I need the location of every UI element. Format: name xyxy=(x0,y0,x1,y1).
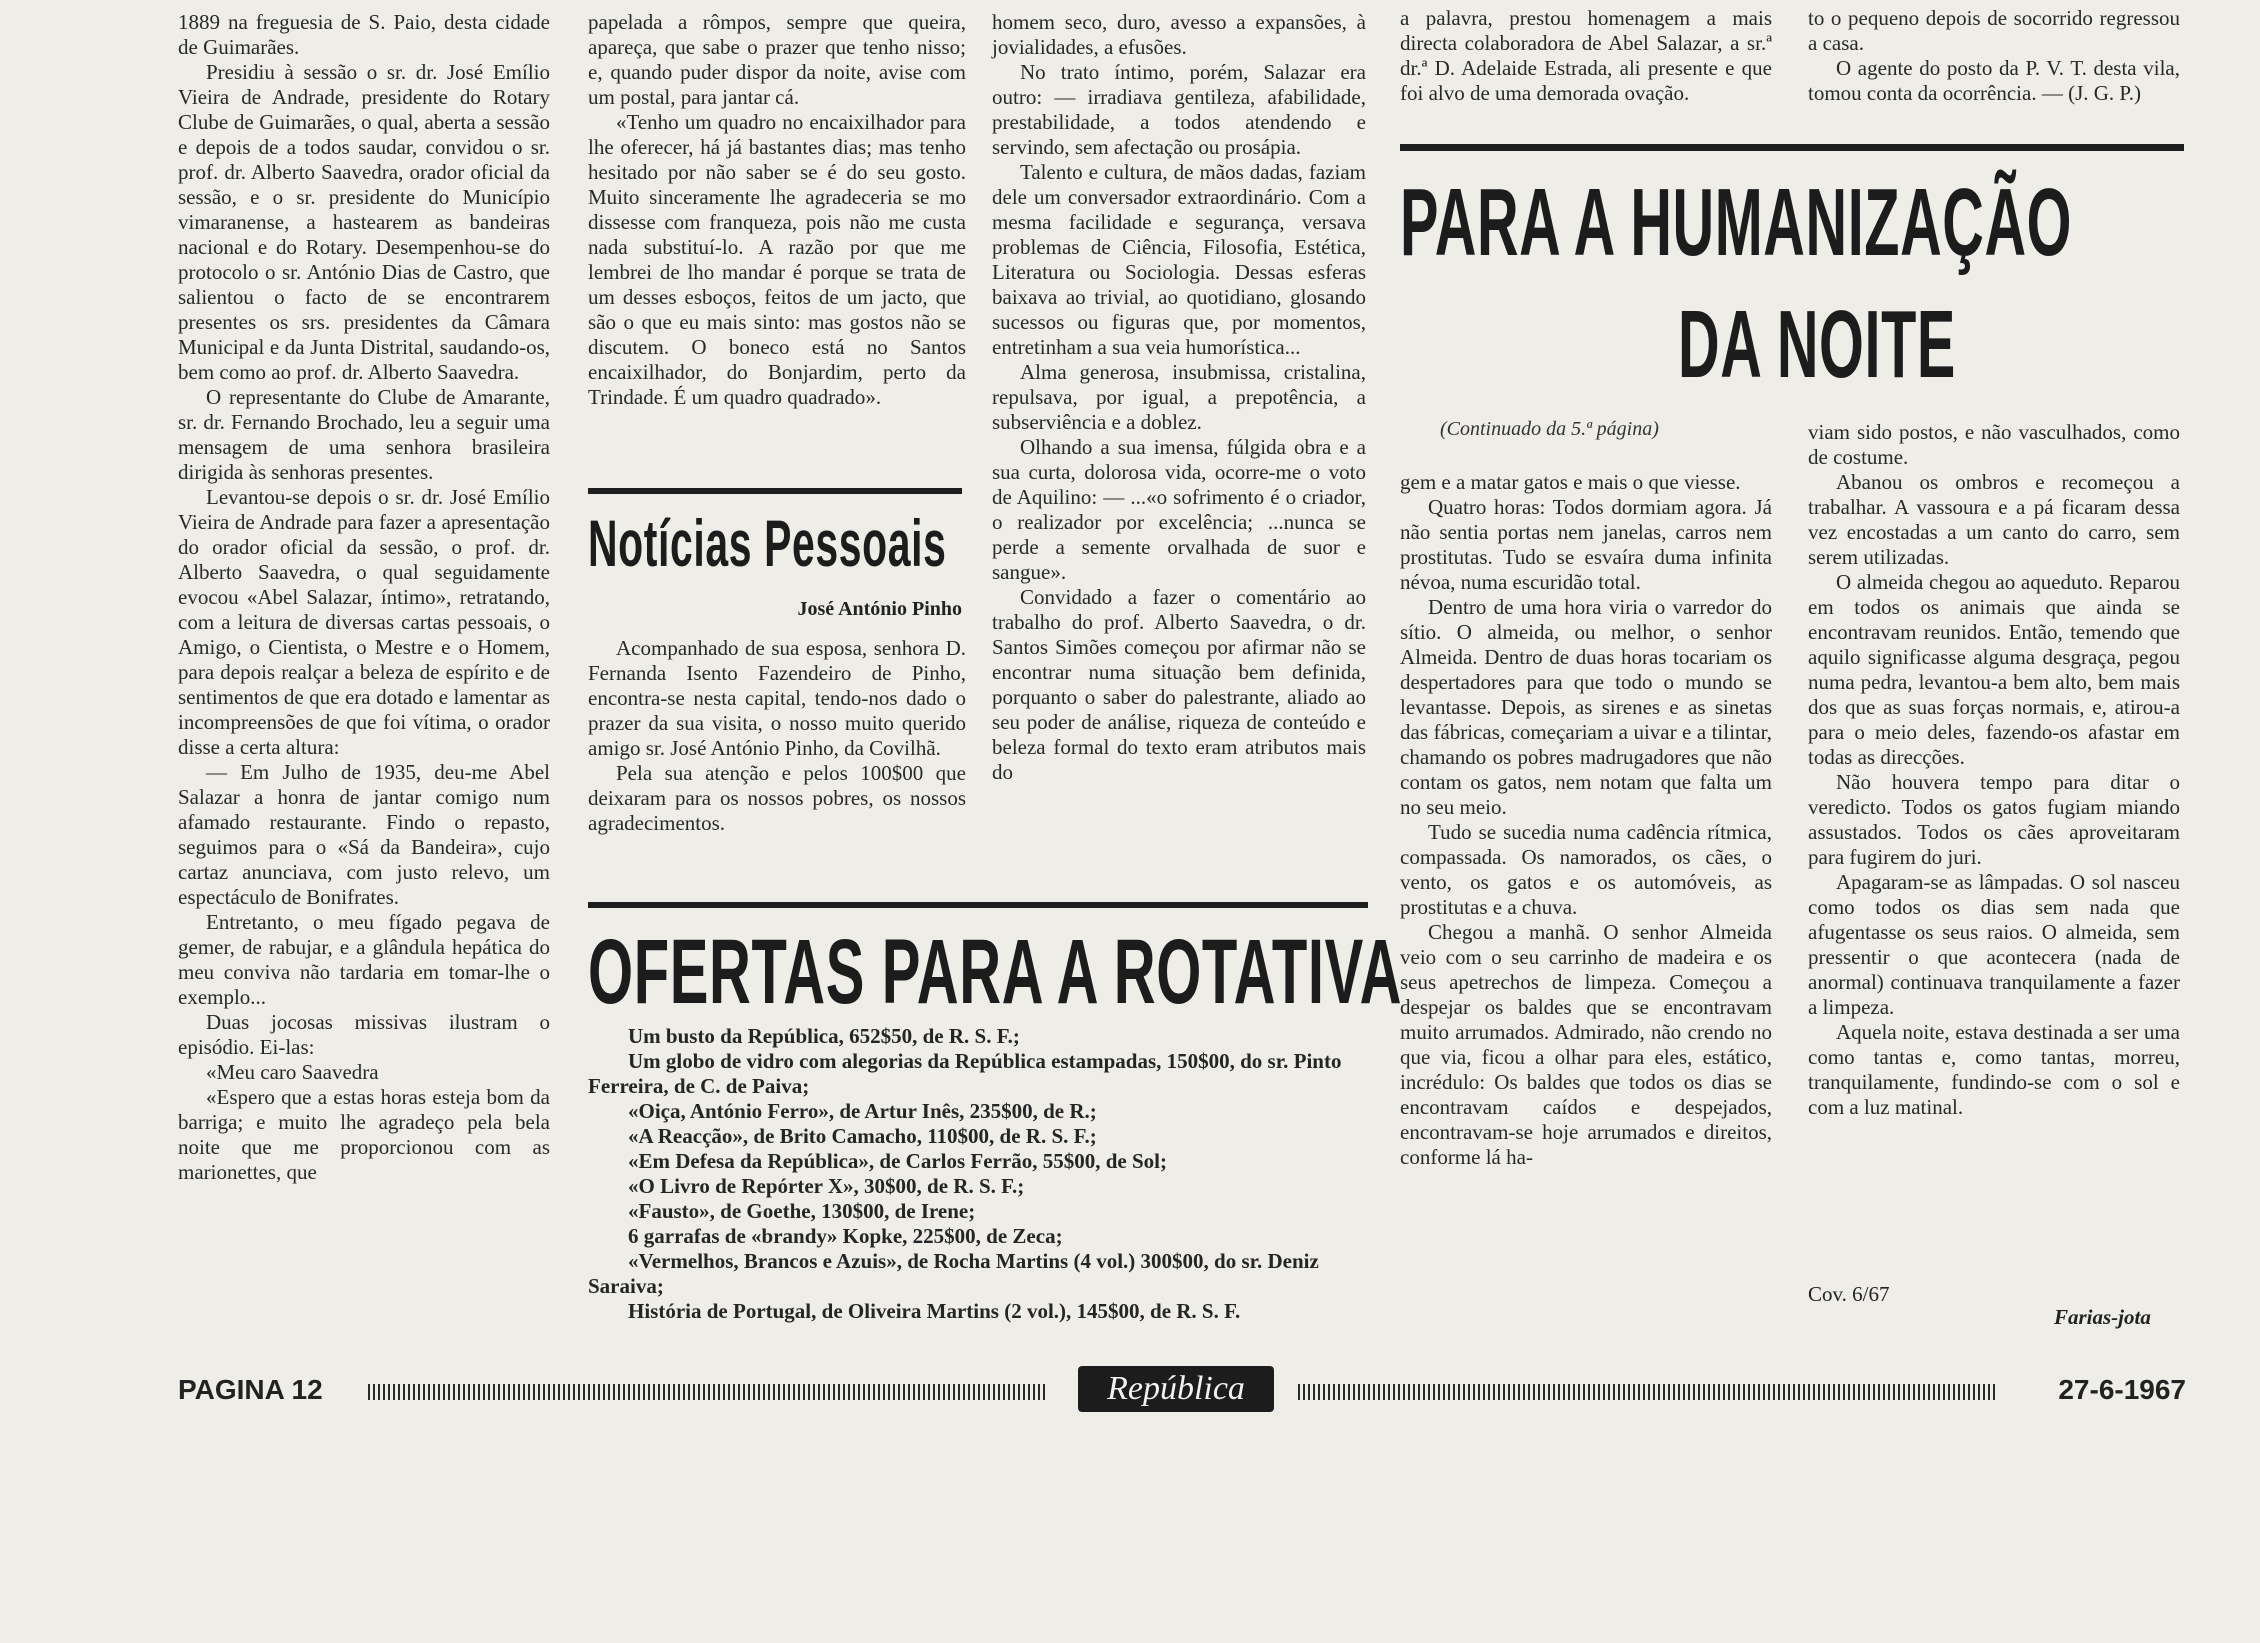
paragraph: papelada a rômpos, sempre que queira, apareça, que sabe o prazer que tenho nisso; e, quando puder dispor da noite, avise com um postal, para jantar cá. xyxy=(588,10,966,109)
paragraph: to o pequeno depois de socorrido regressou a casa. xyxy=(1808,6,2180,55)
page-footer xyxy=(178,1368,2186,1412)
paragraph: Abanou os ombros e recomeçou a trabalhar. A vassoura e a pá ficaram dessa vez encostadas a um canto do carro, sem serem utilizadas. xyxy=(1808,470,2180,569)
noticias-body xyxy=(588,636,966,836)
continued-note: (Continuado da 5.ª página) xyxy=(1440,418,1659,440)
list-item: «Oiça, António Ferro», de Artur Inês, 235$00, de R.; xyxy=(628,1099,1097,1123)
paragraph: Entretanto, o meu fígado pegava de gemer, de rabujar, e a glândula hepática do meu conviva não tardaria em tomar-lhe o exemplo... xyxy=(178,910,550,1009)
article-column-3 xyxy=(992,10,1366,785)
paragraph: Aquela noite, estava destinada a ser uma como tantas e, como tantas, morreu, tranquilamente, fundindo-se com o sol e com a luz matinal. xyxy=(1808,1020,2180,1119)
list-item: Um busto da República, 652$50, de R. S. F.; xyxy=(628,1024,1020,1048)
paragraph: — Em Julho de 1935, deu-me Abel Salazar a honra de jantar comigo num afamado restaurante. Findo o repasto, seguimos para o «Sá da Bandeira», cujo cartaz anunciava, com justo relevo, um espectáculo de Bonifrates. xyxy=(178,760,550,909)
page-number: PAGINA 12 xyxy=(178,1374,323,1405)
paragraph: homem seco, duro, avesso a expansões, à jovialidades, a efusões. xyxy=(992,10,1366,59)
ofertas-list xyxy=(588,1024,1368,1324)
paragraph: Pela sua atenção e pelos 100$00 que deixaram para os nossos pobres, os nossos agradecimentos. xyxy=(588,761,966,835)
paragraph: Presidiu à sessão o sr. dr. José Emílio Vieira de Andrade, presidente do Rotary Clube de Guimarães, o qual, aberta a sessão e depois de a todos saudar, convidou o sr. prof. dr. Alberto Saavedra, orador oficial da sessão, e o sr. presidente do Município vimaranense, a hastearem as bandeiras nacional e do Rotary. Desempenhou-se do protocolo o sr. António Dias de Castro, que salientou o facto de se encontrarem presentes os srs. presidentes da Câmara Municipal e da Junta Distrital, saudando-os, bem como ao prof. dr. Alberto Saavedra. xyxy=(178,60,550,384)
paragraph: Acompanhado de sua esposa, senhora D. Fernanda Isento Fazendeiro de Pinho, encontra-se nesta capital, tendo-nos dado o prazer da sua visita, o nosso muito querido amigo sr. José António Pinho, da Covilhã. xyxy=(588,636,966,760)
paragraph: No trato íntimo, porém, Salazar era outro: — irradiava gentileza, afabilidade, prestabilidade, a todos atendendo e servindo, sem afectação ou prosápia. xyxy=(992,60,1366,159)
ofertas-headline: OFERTAS PARA A ROTATIVA xyxy=(588,921,1403,1023)
list-item: «A Reacção», de Brito Camacho, 110$00, de R. S. F.; xyxy=(628,1124,1097,1148)
paragraph: viam sido postos, e não vasculhados, como de costume. xyxy=(1808,420,2180,469)
list-item: «Em Defesa da República», de Carlos Ferrão, 55$00, de Sol; xyxy=(628,1149,1167,1173)
article-column-2 xyxy=(588,10,966,410)
article-signature: Farias-jota xyxy=(2054,1305,2151,1329)
paragraph: Talento e cultura, de mãos dadas, faziam dele um conversador extraordinário. Com a mesma facilidade e segurança, versava problemas de Ciência, Filosofia, Estética, Literatura ou Sociologia. Dessas esferas baixava ao trivial, ao quotidiano, glosando sucessos ou figuras que, por momentos, entretinham a sua veia humorística... xyxy=(992,160,1366,359)
paragraph: Alma generosa, insubmissa, cristalina, repulsava, por igual, a prepotência, a subserviência e a doblez. xyxy=(992,360,1366,434)
paragraph: O agente do posto da P. V. T. desta vila, tomou conta da ocorrência. — (J. G. P.) xyxy=(1808,56,2180,105)
list-item: «O Livro de Repórter X», 30$00, de R. S. F.; xyxy=(628,1174,1025,1198)
paragraph: O almeida chegou ao aqueduto. Reparou em todos os animais que ainda se encontravam reunidos. Então, temendo que aquilo significasse alguma desgraça, pegou numa pedra, levantou-a bem alto, bem mais dos que as suas forças normais, e, atirou-a para o meio deles, fazendo-os afastar em todas as direcções. xyxy=(1808,570,2180,769)
noticias-byline: José António Pinho xyxy=(797,598,962,620)
paragraph: Chegou a manhã. O senhor Almeida veio com o seu carrinho de madeira e os seus apetrechos de limpeza. Começou a despejar os baldes que se encontravam muito arrumados. Admirado, não crendo no que via, ficou a olhar para eles, estático, incrédulo: Os baldes que todos os dias se encontravam caídos e despejados, encontravam-se hoje arrumados e direitos, conforme lá ha- xyxy=(1400,920,1772,1169)
paragraph: Olhando a sua imensa, fúlgida obra e a sua curta, dolorosa vida, ocorre-me o voto de Aquilino: — ...«o sofrimento é o criador, o realizador por excelência; ...nunca se perde a semente orvalhada de suor e sangue». xyxy=(992,435,1366,584)
paragraph: a palavra, prestou homenagem a mais directa colaboradora de Abel Salazar, a sr.ª dr.ª D. Adelaide Estrada, ali presente e que foi alvo de uma demorada ovação. xyxy=(1400,6,1772,105)
list-item: 6 garrafas de «brandy» Kopke, 225$00, de Zeca; xyxy=(628,1224,1063,1248)
paragraph: Apagaram-se as lâmpadas. O sol nasceu como todos os dias sem nada que afugentasse os seus raios. O almeida, sem pressentir o que acontecera (nada de anormal) continuava tranquilamente a fazer a limpeza. xyxy=(1808,870,2180,1019)
paragraph: gem e a matar gatos e mais o que viesse. xyxy=(1400,470,1741,494)
section-rule xyxy=(1400,144,2184,151)
paragraph: Duas jocosas missivas ilustram o episódio. Ei-las: xyxy=(178,1010,550,1059)
article-column-1 xyxy=(178,10,550,1185)
humanizacao-headline-line2: DA NOITE xyxy=(1678,291,1956,398)
article-column-5 xyxy=(1808,6,2180,106)
newspaper-logo: República xyxy=(1078,1366,1274,1412)
list-item: História de Portugal, de Oliveira Martins (2 vol.), 145$00, de R. S. F. xyxy=(628,1299,1241,1323)
noticias-headline: Notícias Pessoais xyxy=(588,506,947,580)
footer-hatch-left xyxy=(368,1384,1048,1400)
paragraph: «Meu caro Saavedra xyxy=(206,1060,379,1084)
paragraph: 1889 na freguesia de S. Paio, desta cidade de Guimarães. xyxy=(178,10,550,59)
paragraph: Dentro de uma hora viria o varredor do sítio. O almeida, ou melhor, o senhor Almeida. Dentro de duas horas tocariam os despertadores para que todo o mundo se levantasse. Depois, as sirenes e as sinetas das fábricas, começariam a uivar e a tilintar, chamando os pobres madrugadores que não contam os gatos, nem notam que falta um no seu meio. xyxy=(1400,595,1772,819)
paragraph: O representante do Clube de Amarante, sr. dr. Fernando Brochado, leu a seguir uma mensagem de uma senhora brasileira dirigida às senhoras presentes. xyxy=(178,385,550,484)
list-item: «Vermelhos, Brancos e Azuis», de Rocha Martins (4 vol.) 300$00, do sr. Deniz Saraiva; xyxy=(588,1249,1319,1298)
paragraph: «Espero que a estas horas esteja bom da barriga; e muito lhe agradeço pela bela noite que me proporcionou com as marionettes, que xyxy=(178,1085,550,1184)
footer-hatch-right xyxy=(1298,1384,1998,1400)
article-place-date: Cov. 6/67 xyxy=(1808,1282,1890,1306)
humanizacao-column-2 xyxy=(1808,420,2180,1120)
section-rule xyxy=(588,902,1368,908)
humanizacao-headline-line1: PARA A HUMANIZAÇÃO xyxy=(1400,169,2073,276)
paragraph: Convidado a fazer o comentário ao trabalho do prof. Alberto Saavedra, o dr. Santos Simões começou por afirmar não se encontrar numa situação bem definida, porquanto o saber do palestrante, aliado ao seu poder de análise, riqueza de conteúdo e beleza formal do texto eram atributos mais do xyxy=(992,585,1366,784)
paragraph: Não houvera tempo para ditar o veredicto. Todos os gatos fugiam miando assustados. Todos os cães aproveitaram para fugirem do juri. xyxy=(1808,770,2180,869)
list-item: Um globo de vidro com alegorias da República estampadas, 150$00, do sr. Pinto Ferreira, de C. de Paiva; xyxy=(588,1049,1342,1098)
paragraph: «Tenho um quadro no encaixilhador para lhe oferecer, há já bastantes dias; mas tenho hesitado por não saber se é do seu gosto. Muito sinceramente lhe agradeceria se mo dissesse com franqueza, pois não me custa nada substituí-lo. A razão por que me lembrei de lho mandar é porque se trata de um desses esboços, feitos de um jacto, que são o que eu mais sinto: mas gostos não se discutem. O boneco está no Santos encaixilhador, do Bonjardim, perto da Trindade. É um quadro quadrado». xyxy=(588,110,966,409)
list-item: «Fausto», de Goethe, 130$00, de Irene; xyxy=(628,1199,976,1223)
page-date: 27-6-1967 xyxy=(2058,1374,2186,1405)
paragraph: Tudo se sucedia numa cadência rítmica, compassada. Os namorados, os cães, o vento, os gatos e os automóveis, as prostitutas e a chuva. xyxy=(1400,820,1772,919)
article-column-4 xyxy=(1400,6,1772,106)
paragraph: Levantou-se depois o sr. dr. José Emílio Vieira de Andrade para fazer a apresentação do orador oficial da sessão, o prof. dr. Alberto Saavedra, o qual seguidamente evocou «Abel Salazar, íntimo», retratando, com a leitura de diversas cartas pessoais, o Amigo, o Cientista, o Mestre e o Homem, para depois realçar a beleza de espírito e de sentimentos de que era dotado e lamentar as incompreensões de que foi vítima, o orador disse a certa altura: xyxy=(178,485,550,759)
humanizacao-column-1 xyxy=(1400,470,1772,1170)
paragraph: Quatro horas: Todos dormiam agora. Já não sentia portas nem janelas, carros nem prostitutas. Tudo se esvaíra duma infinita névoa, numa escuridão total. xyxy=(1400,495,1772,594)
section-rule xyxy=(588,488,962,494)
